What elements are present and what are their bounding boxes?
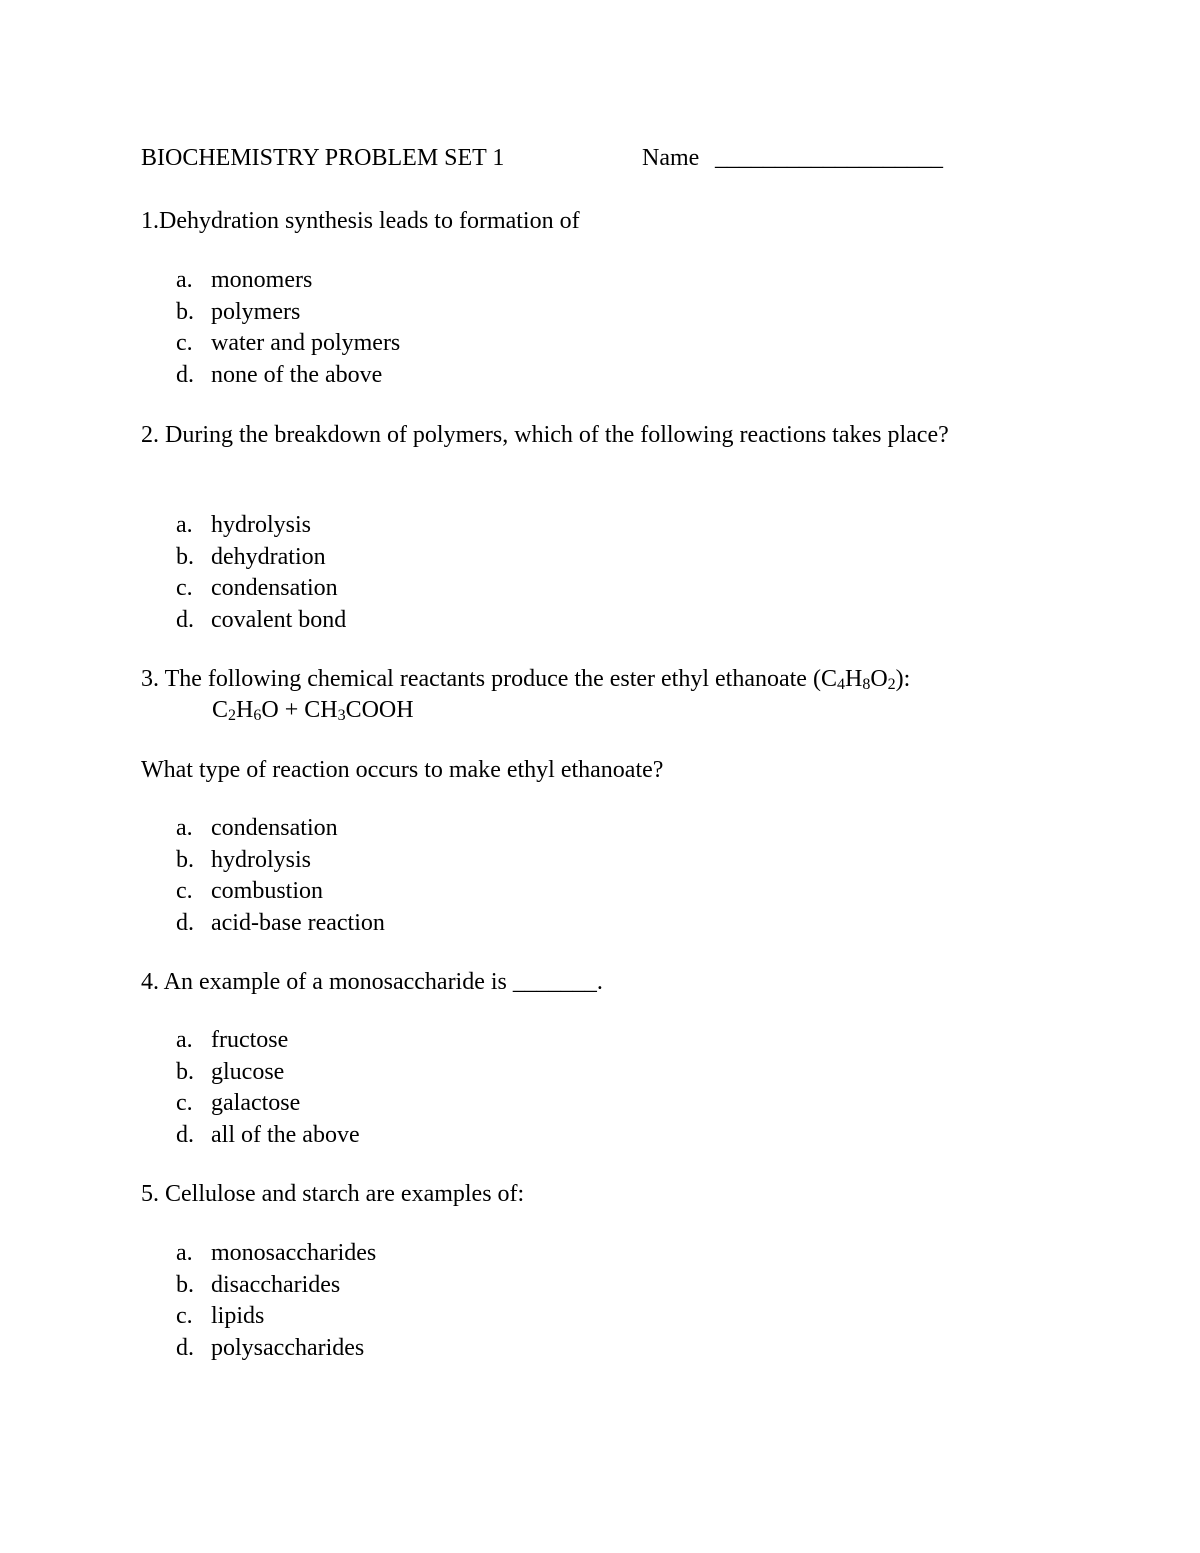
option-text: water and polymers [211,330,401,356]
option-item [176,1120,360,1152]
reactants-formula [212,695,414,727]
formula-element: C [820,666,837,692]
option-item [176,845,385,877]
option-text: condensation [211,575,338,601]
name-label: Name [642,145,700,171]
formula-element: H [236,697,254,723]
option-item [176,1301,376,1333]
option-letter: d. [176,361,194,388]
option-text: condensation [211,815,338,841]
option-letter: b. [176,846,194,873]
option-letter: d. [176,1121,194,1148]
option-letter: b. [176,1058,194,1085]
option-item [176,1333,376,1365]
option-letter: d. [176,1334,194,1361]
formula-element: O [870,666,888,692]
option-text: lipids [211,1303,265,1329]
option-item [176,1025,360,1057]
option-item [176,605,346,637]
question-number: 4. [141,969,159,995]
option-text: all of the above [211,1121,360,1148]
question-4-options [176,1025,360,1151]
question-number: 1. [141,208,159,234]
option-letter: c. [176,1303,193,1329]
option-text: none of the above [211,361,383,388]
formula-subscript: 3 [337,707,346,724]
option-text: monosaccharides [211,1240,377,1266]
question-5-options [176,1238,376,1364]
formula-element: CH [304,697,338,723]
question-5-prompt [141,1179,1021,1211]
name-blank-line: ___________________ [715,145,943,171]
question-2-options [176,510,346,636]
question-number: 3. [141,666,159,692]
option-text: combustion [211,878,323,904]
formula-subscript: 2 [228,707,237,724]
worksheet-header [141,143,1041,175]
question-1-options [176,265,400,391]
question-3-options [176,813,385,939]
question-2-prompt [141,420,1001,452]
option-text: monomers [211,267,313,293]
question-3-follow-up: What type of reaction occurs to make ethyl ethanoate? [141,757,664,783]
option-item [176,1238,376,1270]
formula-element: COOH [345,697,414,723]
option-text: hydrolysis [211,512,312,538]
option-letter: c. [176,878,193,904]
question-number: 5. [141,1181,159,1207]
option-item [176,297,400,329]
option-item [176,542,346,574]
option-letter: a. [176,815,193,841]
option-letter: d. [176,606,194,633]
formula-plus: + [278,697,305,723]
option-text: disaccharides [211,1271,341,1298]
question-text: An example of a monosaccharide is _______. [159,969,603,995]
formula-subscript: 4 [836,676,845,693]
option-item [176,908,385,940]
option-letter: b. [176,1271,194,1298]
option-item [176,360,400,392]
option-item [176,573,346,605]
question-text: The following chemical reactants produce the ester ethyl ethanoate ( [159,666,821,692]
question-1-prompt [141,206,1021,238]
option-item [176,328,400,360]
option-letter: c. [176,575,193,601]
option-item [176,510,346,542]
ester-formula [821,666,910,692]
option-text: galactose [211,1090,301,1116]
option-item [176,813,385,845]
option-item [176,876,385,908]
formula-subscript: 2 [887,676,896,693]
option-text: dehydration [211,543,326,570]
option-letter: a. [176,1027,193,1053]
formula-element: C [212,697,229,723]
option-letter: a. [176,1240,193,1266]
question-text: Cellulose and starch are examples of: [159,1181,525,1207]
option-letter: c. [176,1090,193,1116]
option-letter: a. [176,267,193,293]
question-text: During the breakdown of polymers, which of the following reactions takes place? [159,422,949,448]
option-text: polysaccharides [211,1334,365,1361]
option-text: glucose [211,1058,285,1085]
page-title: BIOCHEMISTRY PROBLEM SET 1 [141,145,505,171]
formula-element: H [844,666,863,692]
question-number: 2. [141,422,159,448]
option-item [176,1057,360,1089]
option-text: polymers [211,298,301,325]
formula-subscript: 6 [253,707,262,724]
formula-subscript: 8 [862,676,871,693]
option-item [176,1270,376,1302]
question-text: Dehydration synthesis leads to formation of [159,208,580,234]
option-letter: b. [176,298,194,325]
option-letter: d. [176,909,194,936]
formula-close: ): [895,666,911,692]
option-item [176,265,400,297]
option-text: covalent bond [211,606,347,633]
option-text: fructose [211,1027,289,1053]
option-letter: b. [176,543,194,570]
question-4-prompt [141,967,1021,999]
option-text: acid-base reaction [211,909,385,936]
option-text: hydrolysis [211,846,312,873]
option-letter: c. [176,330,193,356]
option-item [176,1088,360,1120]
question-3-prompt [141,664,1021,696]
formula-element: O [261,697,279,723]
option-letter: a. [176,512,193,538]
